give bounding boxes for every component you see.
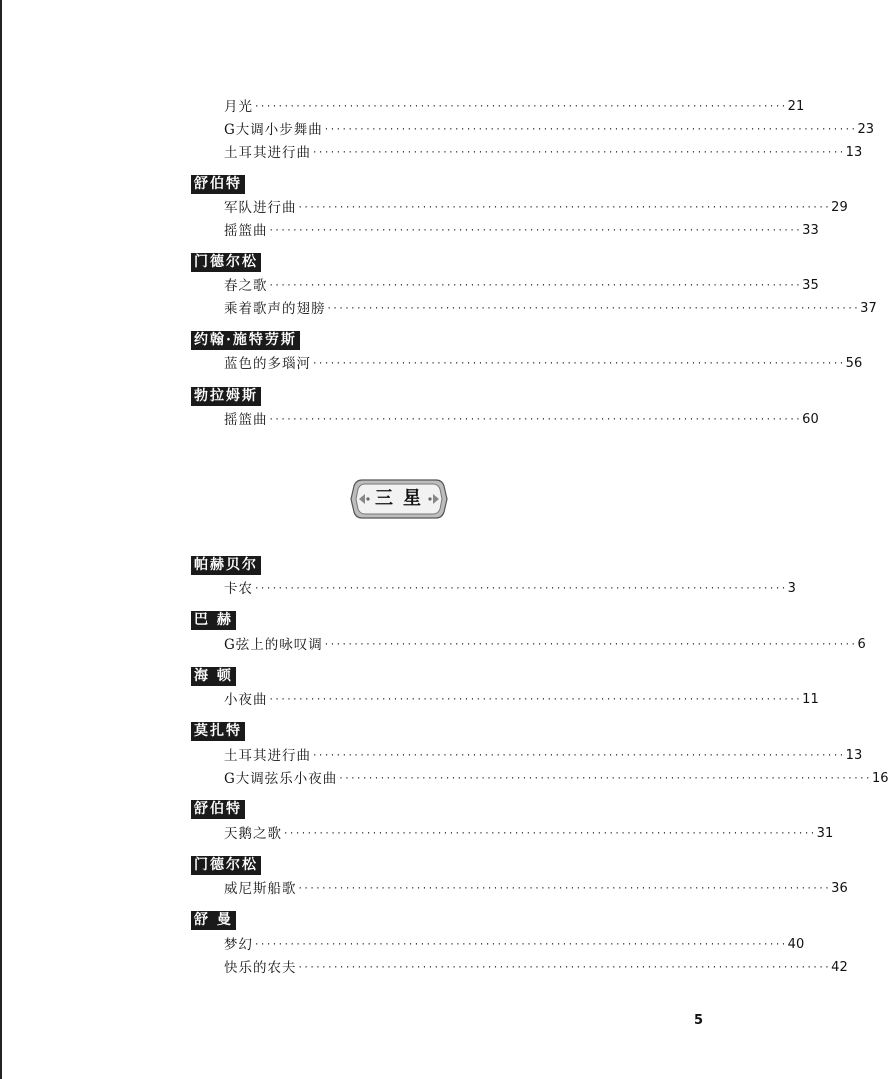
level-badge-label: 三星 [375, 488, 431, 509]
page-left-border [0, 0, 2, 1079]
toc-entry[interactable] [224, 276, 819, 296]
entry-page: 11 [802, 692, 819, 707]
entry-page: 60 [802, 412, 819, 427]
leader-dots: ·························································································· [338, 774, 871, 784]
entry-page: 16 [871, 771, 889, 786]
entry-page: 13 [845, 748, 863, 763]
toc-entry[interactable] [224, 635, 866, 655]
entry-title: 小夜曲 [224, 692, 268, 708]
entry-page: 37 [860, 301, 877, 316]
leader-dots: ·························································································· [323, 125, 857, 135]
toc-entry[interactable] [224, 97, 805, 117]
leader-dots: ·························································································· [254, 940, 787, 950]
toc-entry[interactable] [224, 198, 848, 218]
entry-title: 乘着歌声的翅膀 [224, 301, 326, 317]
leader-dots: ·························································································· [283, 829, 816, 839]
toc-entry[interactable] [224, 410, 819, 430]
toc-entry[interactable] [224, 824, 834, 844]
composer-heading: 勃拉姆斯 [191, 387, 261, 406]
entry-title: G大调弦乐小夜曲 [224, 771, 338, 787]
leader-dots: ·························································································· [297, 884, 831, 894]
entry-page: 13 [845, 145, 863, 160]
leader-dots: ·························································································· [268, 695, 802, 705]
toc-entry[interactable] [224, 958, 848, 978]
leader-dots: ·························································································· [312, 359, 845, 369]
composer-heading: 巴 赫 [191, 611, 236, 630]
entry-title: 土耳其进行曲 [224, 145, 311, 161]
composer-heading: 舒伯特 [191, 175, 245, 194]
entry-page: 6 [857, 637, 866, 652]
entry-page: 29 [831, 200, 848, 215]
entry-page: 31 [816, 826, 834, 841]
composer-heading: 舒 曼 [191, 911, 236, 930]
entry-page: 42 [831, 960, 848, 975]
page-number: 5 [694, 1013, 704, 1028]
entry-page: 23 [857, 122, 875, 137]
entry-title: 天鹅之歌 [224, 826, 282, 842]
entry-page: 56 [845, 356, 863, 371]
toc-entry[interactable] [224, 120, 875, 140]
entry-title: 摇篮曲 [224, 223, 268, 239]
leader-dots: ·························································································· [326, 304, 860, 314]
leader-dots: ·························································································· [312, 148, 845, 158]
entry-title: G弦上的咏叹调 [224, 637, 323, 653]
level-badge [350, 478, 448, 520]
entry-page: 33 [802, 223, 819, 238]
entry-page: 3 [787, 581, 796, 596]
entry-title: 摇篮曲 [224, 412, 268, 428]
leader-dots: ·························································································· [268, 226, 802, 236]
composer-heading: 莫扎特 [191, 722, 245, 741]
toc-entry[interactable] [224, 746, 863, 766]
entry-title: 春之歌 [224, 278, 268, 294]
leader-dots: ·························································································· [268, 281, 802, 291]
entry-page: 36 [831, 881, 848, 896]
entry-title: 快乐的农夫 [224, 960, 297, 976]
leader-dots: ·························································································· [268, 415, 802, 425]
composer-heading: 约翰·施特劳斯 [191, 331, 300, 350]
leader-dots: ·························································································· [254, 584, 787, 594]
toc-entry[interactable] [224, 769, 889, 789]
toc-entry[interactable] [224, 299, 877, 319]
entry-title: 月光 [224, 99, 253, 115]
toc-entry[interactable] [224, 221, 819, 241]
composer-heading: 门德尔松 [191, 253, 261, 272]
entry-title: 威尼斯船歌 [224, 881, 297, 897]
entry-page: 35 [802, 278, 819, 293]
toc-entry[interactable] [224, 579, 796, 599]
toc-entry[interactable] [224, 354, 863, 374]
entry-title: G大调小步舞曲 [224, 122, 323, 138]
toc-entry[interactable] [224, 935, 805, 955]
leader-dots: ·························································································· [297, 203, 831, 213]
entry-title: 蓝色的多瑙河 [224, 356, 311, 372]
toc-entry[interactable] [224, 143, 863, 163]
entry-page: 40 [787, 937, 805, 952]
leader-dots: ·························································································· [297, 963, 831, 973]
entry-title: 梦幻 [224, 937, 253, 953]
entry-title: 军队进行曲 [224, 200, 297, 216]
composer-heading: 海 顿 [191, 667, 236, 686]
leader-dots: ·························································································· [312, 751, 845, 761]
entry-title: 卡农 [224, 581, 253, 597]
toc-entry[interactable] [224, 879, 848, 899]
leader-dots: ·························································································· [254, 102, 787, 112]
composer-heading: 帕赫贝尔 [191, 556, 261, 575]
leader-dots: ·························································································· [323, 640, 857, 650]
toc-entry[interactable] [224, 690, 819, 710]
entry-page: 21 [787, 99, 805, 114]
composer-heading: 舒伯特 [191, 800, 245, 819]
entry-title: 土耳其进行曲 [224, 748, 311, 764]
composer-heading: 门德尔松 [191, 856, 261, 875]
